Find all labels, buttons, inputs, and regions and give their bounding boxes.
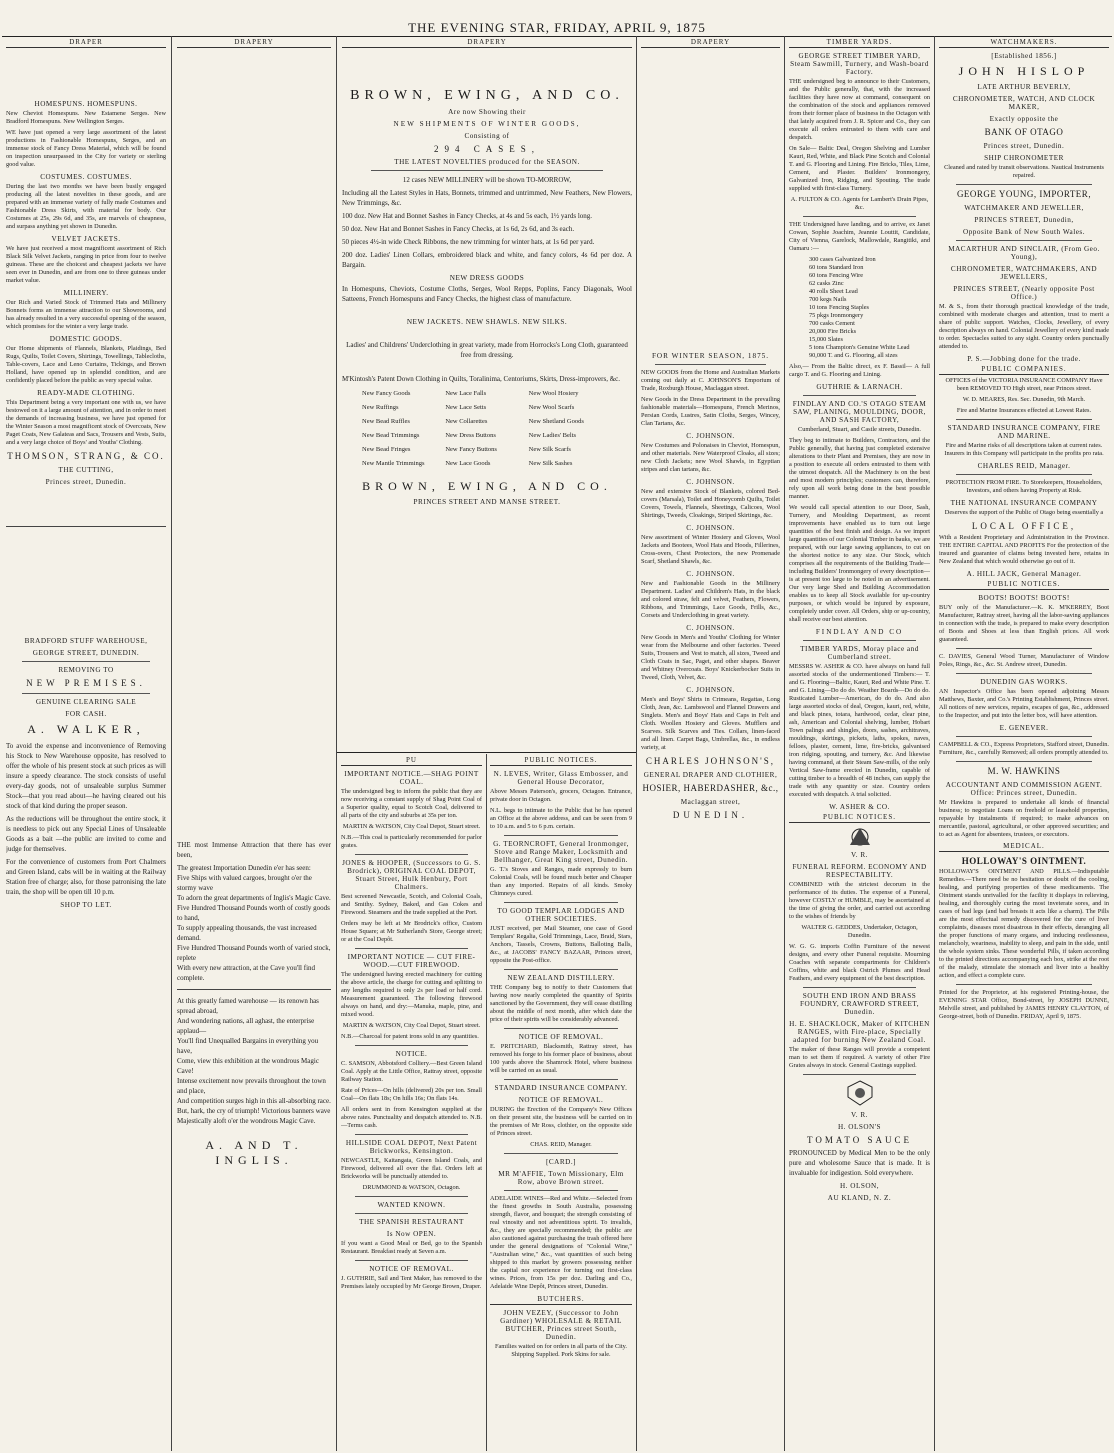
- ad-heading: ACCOUNTANT AND COMMISSION AGENT. Office: Princes street, Dunedin.: [945, 781, 1103, 797]
- ad-heading: NEW SHIPMENTS OF WINTER GOODS,: [393, 120, 581, 128]
- ad-heading: NEW JACKETS. NEW SHAWLS. NEW SILKS.: [406, 318, 568, 326]
- poem-text: The greatest Importation Dunedin e'er has seen: Five Ships with valued cargoes, brought o'er the stormy wave To adorn the great departments of Inglis's Magic Cave. Five Hundred Thousand Pounds worth of costly goods to hand, To supply appealing thousands, the vast increased demand. Five Hundred Thousand Pounds worth of varied stock, replete With every new attraction, at the Cave you'll find complete.: [177, 864, 331, 982]
- ad-text: N.B.—Charcoal for patent irons sold in any quantities.: [341, 1033, 479, 1040]
- ad-heading: NEW DRESS GOODS: [449, 274, 525, 282]
- ad-heading: CHRONOMETER, WATCHMAKERS, AND JEWELLERS,: [950, 265, 1098, 281]
- ad-text: THE Undersigned have landing, and to arrive, ex Janet Cowan, Sophie Joachim, Jeannie Louttit, Candidate, City of Vienna, Garelock, Mallowdale, Rangitiki, and Oamaru :—: [789, 221, 930, 252]
- ad-heading: NOTICE OF REMOVAL.: [369, 1265, 454, 1273]
- ad-heading: THE SPANISH RESTAURANT: [359, 1218, 464, 1226]
- ad-text: Deserves the support of the Public of Otago being essentially a: [944, 509, 1104, 516]
- column-heading: PUBLIC COMPANIES.: [939, 365, 1109, 375]
- goods-item: New Mantle Trimmings: [362, 460, 425, 467]
- ad-line: Exactly opposite the: [989, 115, 1059, 123]
- ad-text: 12 cases NEW MILLINERY will be shown TO-MORROW,: [402, 176, 572, 184]
- ad-text: THE undersigned beg to announce to their Customers, and the Public generally, that, with the increased facilities they have now at command, consequent on the combination of the stock and appliances removed from their former place of business in the Octagon with that lately acquired from J. R. Spicer and Co., they can execute all orders entrusted to them with care and despatch.: [789, 78, 930, 141]
- ad-text: Orders may be left at Mr Brodrick's office, Custom House Square; at Mr Sutherland's Store, George street; or at the Coal Depôt.: [341, 920, 482, 943]
- ad-text: Ladies' and Childrens' Underclothing in great variety, made from Horrocks's Long Cloth, guaranteed free from dressing.: [346, 341, 628, 359]
- royal-crest-icon: [845, 825, 875, 847]
- ad-text: In Homespuns, Cheviots, Costume Cloths, Serges, Wool Repps, Poplins, Fancy Diagonals, Wool Satteens, French Homespuns and Fancy Checks, the highest class of manufacture.: [342, 285, 632, 303]
- ad-heading: CHRONOMETER, WATCH, AND CLOCK MAKER,: [952, 95, 1096, 111]
- section-rule: [337, 752, 636, 753]
- column-divider: [171, 36, 172, 1451]
- ad-text: The undersigned beg to inform the public that they are now receiving a constant supply of Shag Point Coal of a Superior quality, equal to Scotch Coal, delivered to all parts of the city and suburbs at 35s per ton.: [341, 788, 482, 819]
- ad-heading: STANDARD INSURANCE COMPANY.: [494, 1084, 628, 1092]
- ad-heading: NOTICE OF REMOVAL.: [518, 1096, 604, 1104]
- ad-heading: SOUTH END IRON AND BRASS FOUNDRY, CRAWFORD STREET, Dunedin.: [799, 992, 920, 1016]
- ad-heading: G. TEORNCROFT, General Ironmonger, Stove and Range Maker, Locksmith and Bellhanger, Great King street, Dunedin.: [493, 840, 629, 864]
- ad-heading: BRADFORD STUFF WAREHOUSE,: [24, 637, 148, 645]
- advertiser-name: GEORGE YOUNG, IMPORTER,: [956, 189, 1092, 199]
- ad-line: PRINCES STREET, Dunedin,: [974, 216, 1074, 224]
- ad-heading: H. E. SHACKLOCK, Maker of KITCHEN RANGES, with Fire-place, Specially adapted for burning New Zealand Coal.: [789, 1020, 930, 1044]
- ad-heading: GENUINE CLEARING SALE: [35, 698, 137, 706]
- advertiser-name: MACARTHUR AND SINCLAIR, (From Geo. Young),: [948, 245, 1100, 261]
- ad-text: New and Fashionable Goods in the Millinery Department. Ladies' and Children's Hats, in the black and colored straw, felt and velvet, Feathers, Flowers, Ribbons, and Trimmings, Lace Goods, Frills, &c., Corsets and Underclothing in great variety.: [641, 580, 780, 619]
- ad-text: ADELAIDE WINES—Red and White.—Selected from the finest growths in South Australia, possessing strength, flavor, and bouquet; the strength consisting of real vinosity and not adventitious spirit. To invalids, &c., they are specially recommended; the public are also cautioned against purchasing the trash offered here under the general designations of "Colonial Wine," "Australian wine," &c., vast quantities of such being shipped to this market by growers possessing neither the capital nor experience for turning out first-class wines. Prices, from 15s per doz. Darling and Co., Adelaide Wine Depôt, Princes street, Dunedin.: [490, 1195, 632, 1290]
- ad-line: LATE ARTHUR BEVERLY,: [977, 83, 1071, 91]
- ad-text: New Costumes and Polonaises in Cheviot, Homespun, and other materials. New Waterproof Cloaks, all sizes; new Cloth Jackets; new Wool Shawls, in Egyptian stripes and clan tartans, &c.: [641, 442, 780, 473]
- ad-heading: TIMBER YARDS, Moray place and Cumberland street.: [800, 645, 919, 661]
- goods-column: [362, 387, 445, 471]
- ad-text: Including all the Latest Styles in Hats, Bonnets, trimmed and untrimmed, New Feathers, New Flowers, New Trimmings, &c.: [342, 189, 632, 207]
- ad-heading: WATCHMAKER AND JEWELLER,: [964, 204, 1084, 212]
- ad-text: J. GUTHRIE, Sail and Tent Maker, has removed to the Premises lately occupied by Mr George Brown, Draper.: [341, 1275, 482, 1290]
- ad-text: Our Rich and Varied Stock of Trimmed Hats and Millinery Bonnets forms an immense attraction to our Showrooms, and has already resulted in a very successful opening of the season, which promises for the winter a very large trade.: [6, 299, 166, 330]
- advertiser-name: BROWN, EWING, AND CO.: [362, 479, 612, 493]
- ad-text: PRONOUNCED by Medical Men to be the only pure and wholesome Sauce that is made. It is invaluable for indigestion. Sold everywhere.: [789, 1149, 930, 1177]
- imprint-text: Printed for the Proprietor, at his registered Printing-house, the EVENING STAR Office, Bond-street, by JOSEPH DUNNE, Melville street, and published by JAMES HENRY CLAYTON, of George-street, both of Dunedin. FRIDAY, April 9, 1875.: [939, 989, 1109, 1020]
- advertiser-signature: C. JOHNSON.: [686, 524, 735, 532]
- ad-heading: [CARD.]: [545, 1158, 577, 1166]
- goods-item: New Bead Ruffles: [362, 418, 410, 425]
- ad-text: Rate of Prices—On hills (delivered) 20s per ton. Small Coal—On flats 18s; On hills 16s; On flats 14s.: [341, 1087, 482, 1102]
- ad-heading: IMPORTANT NOTICE.—SHAG POINT COAL.: [344, 770, 479, 786]
- ad-heading: GEORGE STREET TIMBER YARD, Steam Sawmill, Turnery, and Wash-board Factory.: [790, 52, 929, 76]
- ad-heading: 294 CASES,: [433, 144, 540, 154]
- column-heading: DRAPERY: [641, 38, 780, 48]
- advertiser-signature: FINDLAY AND CO: [815, 628, 904, 636]
- advertiser-signature: W. ASHER & CO.: [829, 803, 890, 811]
- ad-text: W. D. MEARES, Res. Sec. Dunedin, 9th March.: [962, 396, 1086, 403]
- ad-heading: TO GOOD TEMPLAR LODGES AND OTHER SOCIETIES.: [497, 907, 625, 923]
- masthead: THE EVENING STAR, FRIDAY, APRIL 9, 1875: [408, 20, 706, 35]
- ad-heading: VELVET JACKETS.: [51, 235, 121, 243]
- ad-text: W. G. G. imports Coffin Furniture of the newest designs, and every other Funeral requisite. Mourning Coaches with separate compartments for Children's Coffins, white and black Ostrich Plumes and Head Feathers, and every equipment of the best description.: [789, 943, 930, 982]
- ad-text: THE Company beg to notify to their Customers that having now nearly completed the quantity of Spirits sanctioned by the Government, they will cease distilling about the middle of next month, after which date the price of their spirits will be considerably advanced.: [490, 984, 632, 1023]
- goods-item: New Bead Trimmings: [362, 432, 420, 439]
- ad-text: 200 doz. Ladies' Linen Collars, embroidered black and white, and fancy colors, 4s 6d per doz. A Bargain.: [342, 251, 632, 269]
- goods-item: New Shetland Goods: [528, 418, 584, 425]
- column-heading: BUTCHERS.: [490, 1295, 632, 1305]
- advertiser-signature: CHARLES REID, Manager.: [977, 462, 1071, 470]
- ad-text: OFFICES of the VICTORIA INSURANCE COMPANY Have been REMOVED TO High street, near Princes street.: [945, 377, 1103, 392]
- column-heading: TIMBER YARDS.: [789, 38, 930, 48]
- ad-text: N.L. begs to intimate to the Public that he has opened an Office at the above address, and can be seen from 9 to 10 a.m. and 5 to 6 p.m. certain.: [490, 807, 632, 830]
- ad-text: Fire and Marine Insurances effected at Lowest Rates.: [956, 407, 1092, 414]
- ad-heading: V. R.: [851, 851, 868, 859]
- poem-text: At this greatly famed warehouse — its renown has spread abroad, And wondering nations, all aghast, the enterprise applaud— You'll find Unequalled Bargains in everything you have, Come, view this exhibition at the wondrous Magic Cave! Intense excitement now prevails throughout the town and place, And competition surges high in this all-absorbing race. But, hark, the cry of triumph! Victorious banners wave Majestically aloft o'er the wondrous Magic Cave.: [177, 997, 331, 1125]
- goods-item: New Lace Goods: [445, 460, 491, 467]
- column-watchmakers: [939, 38, 1109, 1450]
- ad-heading: MILLINERY.: [63, 289, 109, 297]
- ad-text: The undersigned having erected machinery for cutting the above article, the charge for cutting and splitting to any lengths required is only 2s per load or half cord. Measurement guaranteed. The following firewood always on hand, and dry:—Manuka, maple, pine, and mixed wood.: [341, 971, 482, 1018]
- ad-text: CAMPBELL & CO., Express Proprietors, Stafford street, Dunedin. Furniture, &c., carefully Removed; all orders promptly attended to.: [939, 741, 1109, 756]
- brown-ewing-ad: [342, 38, 632, 748]
- goods-item: New Lace Setts: [445, 404, 487, 411]
- goods-item: New Ruffings: [362, 404, 399, 411]
- ad-heading: NOTICE.: [395, 1050, 428, 1058]
- ad-text: NEW GOODS from the Home and Australian Markets coming out daily at C. JOHNSON'S Emporium of Trade, Roxburgh House, Maclaggan street.: [641, 369, 780, 392]
- ad-text: Cleaned and rated by transit observations. Nautical Instruments repaired.: [944, 164, 1104, 179]
- ad-heading: NOTICE OF REMOVAL.: [518, 1033, 604, 1041]
- advertiser-name: JOHN HISLOP: [958, 64, 1090, 78]
- ad-text: Our Home shipments of Flannels, Blankets, Plaidings, Bed Rugs, Quilts, Toilet Covers, Shirtings, Towellings, Tablecloths, Table-covers, Lace and Leno Curtains, Tickings, and Brown Holland, have opened up in splendid condition, and are confidently placed before the public as very special value.: [6, 345, 166, 384]
- column-public-notices: [490, 756, 632, 1450]
- ad-text: If you want a Good Meal or Bed, go to the Spanish Restaurant. Breakfast ready at Seven a.m.: [341, 1240, 482, 1255]
- goods-list: [342, 387, 632, 471]
- ad-line: P. S.—Jobbing done for the trade.: [967, 355, 1081, 363]
- advertiser-address: Princes street, Dunedin.: [45, 478, 127, 486]
- ad-text: New Goods in Men's and Youths' Clothing for Winter wear from the Melbourne and other factories. Tweed Suits, Trousers and Vest to match, all sizes, Tweed and Cloth Coats in Sac, Paget, and other shapes. Beaver and Whitney Overcoats. Boys' Knickerbocker Suits in Tweed, Cloth, Velvet, &c.: [641, 634, 780, 681]
- ad-heading: HOLLOWAY'S OINTMENT.: [961, 856, 1087, 866]
- ad-heading: SHOP TO LET.: [60, 901, 112, 909]
- column-heading: WATCHMAKERS.: [939, 38, 1109, 48]
- ad-text: M'Kintosh's Patent Down Clothing in Quilts, Toralinima, Centoriums, Skirts, Dress-improvers, &c.: [342, 375, 621, 383]
- ad-text: 50 doz. New Hat and Bonnet Sashes in Fancy Checks, at 1s 6d, 2s 6d, and 3s each.: [342, 225, 575, 233]
- advertiser-name: A. AND T. INGLIS.: [205, 1138, 303, 1167]
- ad-heading: BANK OF OTAGO: [984, 127, 1064, 137]
- column-heading: PU: [341, 756, 482, 766]
- ad-text: We would call special attention to our Door, Sash, Turnery, and Moulding Department, as recent improvements have enabled us to turn out large quantities of the best finish and design. As we import large quantities of our Colonial Timber in bauks, we are prepared, with our large sawing appliances, to cut on the shortest notice to any size. Our Stock, which comprises all the requirements of the Building Trade—including Builders' Ironmongery of every description—is at present too large to be noted in an advertisement. Our very large Shed and Building Accommodation enables us to keep all Stock available for up-country purposes, or which would be injured by exposure, completely under cover. All Orders, ship or up-country, shall receive our best attention.: [789, 504, 930, 623]
- advertiser-signature: C. JOHNSON.: [686, 432, 735, 440]
- ad-text: During the last two months we have been busily engaged producing all the latest novelties in these goods, and are prepared with an immense variety of fully made Costumes and Fashionable Dress Skirts, with material for body. Our Costumes at 25s, 29s 6d, and 35s, are marvels of cheapness, and surpass anything yet shown in Dunedin.: [6, 183, 166, 230]
- ad-heading: HILLSIDE COAL DEPOT, Next Patent Brickworks, Kensington.: [345, 1139, 478, 1155]
- ad-heading: READY-MADE CLOTHING.: [37, 389, 135, 397]
- ad-text: CHAS. REID, Manager.: [530, 1141, 592, 1148]
- ad-line: HOSIER, HABERDASHER, &c.,: [642, 783, 779, 793]
- ad-line: Opposite Bank of New South Wales.: [963, 228, 1085, 236]
- ad-heading: V. R.: [851, 1111, 868, 1119]
- advertiser-signature: C. JOHNSON.: [686, 478, 735, 486]
- advertiser-signature: GUTHRIE & LARNACH.: [816, 383, 903, 391]
- ad-heading: FOR WINTER SEASON, 1875.: [651, 352, 770, 360]
- ad-heading: FINDLAY AND CO.'S OTAGO STEAM SAW, PLANING, MOULDING, DOOR, AND SASH FACTORY,: [792, 400, 927, 424]
- goods-column: [445, 387, 528, 471]
- ad-text: Above Messrs Paterson's, grocers, Octagon. Entrance, private door in Octagon.: [490, 788, 632, 803]
- goods-item: New Wool Hosiery: [528, 390, 579, 397]
- advertiser-name: CHARLES JOHNSON'S,: [645, 756, 776, 766]
- ad-heading: N. LEVES, Writer, Glass Embosser, and General House Decorator,: [493, 770, 629, 786]
- ad-heading: H. OLSON'S: [837, 1123, 882, 1131]
- goods-item: New Wool Scarfs: [528, 404, 575, 411]
- ad-heading: NEW ZEALAND DISTILLERY.: [507, 974, 615, 982]
- ad-text: With a Resident Proprietary and Administration in the Province. THE ENTIRE CAPITAL AND PROFITS For the protection of the insured and guarantee of claims being invested here, retains in New Zealand that which would otherwise go out of it.: [939, 534, 1109, 565]
- ad-text: To avoid the expense and inconvenience of Removing his Stock to New Warehouse opposite, has resolved to offer the whole of his present stock at such prices as will insure a speedy clearance. The stock consists of useful every-day goods, not of unsaleable surplus Summer Stock—that you read about—he having cleared out his stock of that kind during the proper season.: [6, 742, 166, 810]
- ad-heading: SHIP CHRONOMETER: [984, 154, 1064, 162]
- advertiser-signature: E. GENEVER.: [999, 724, 1049, 732]
- ad-line: Are now Showing their: [448, 108, 526, 116]
- advertiser-signature: A. HILL JACK, General Manager.: [966, 570, 1082, 578]
- ad-text: WE have just opened a very large assortment of the latest productions in Fashionable Homespuns, Serges, and an immense stock of Fancy Dress Material, which will be found on inspection unsurpassed in the City for variety or sterling good value.: [6, 129, 166, 168]
- ad-text: As the reductions will be throughout the entire stock, it is needless to pick out any Special Lines of Unsaleable Goods as a bait —the public are invited to come and judge for themselves.: [6, 815, 166, 853]
- column-heading: DRAPER: [6, 38, 166, 48]
- goods-item: New Silk Sashes: [528, 460, 573, 467]
- advertiser-name: M. W. HAWKINS: [987, 766, 1061, 776]
- ad-text: Also,— From the Baltic direct, ex F. Bassil— A full cargo T. and G. Flooring and Lining.: [789, 363, 930, 378]
- ad-text: This Department being a very important one with us, we have bestowed on it a large amount of attention, and in order to meet the demands of increasing business, we have just opened for the Winter Season a most magnificent stock of Overcoats, New Paget Coats, New Galateas and Sacs, Trousers and Vests, Suits, and a very large choice of Boys' and Youths' Clothing.: [6, 399, 166, 446]
- ad-heading: DUNEDIN GAS WORKS.: [980, 678, 1068, 686]
- ad-text: C. SAMSON, Abbotsford Colliery.—Best Green Island Coal. Apply at the Little Office, Rattray street, opposite Railway Station.: [341, 1060, 482, 1083]
- ad-heading: IMPORTANT NOTICE — CUT FIRE-WOOD.—CUT FIREWOOD.: [347, 953, 476, 969]
- column-drapery: [177, 38, 331, 1450]
- ad-heading: MR M'AFFIE, Town Missionary, Elm Row, above Brown street.: [498, 1170, 624, 1186]
- ad-heading: STANDARD INSURANCE COMPANY, FIRE AND MARINE.: [947, 424, 1101, 440]
- goods-item: New Dress Buttons: [445, 432, 496, 439]
- ad-text: JUST received, per Mail Steamer, one case of Good Templars' Regalia, Gold Trimmings, Lace, Braid, Stars, Anchors, Tassels, Crowns, Buttons, Balloting Balls, &c., at JACOBS' FANCY BAZAAR, Princes street, opposite the Post-office.: [490, 925, 632, 964]
- advertiser-signature: H. OLSON,: [839, 1182, 880, 1190]
- column-heading: PUBLIC NOTICES.: [789, 813, 930, 823]
- ad-heading: JOHN VEZEY, (Successor to John Gardiner) WHOLESALE & RETAIL BUTCHER, Princes street South, Dunedin.: [500, 1309, 622, 1341]
- goods-item: New Collarettes: [445, 418, 488, 425]
- ad-heading: NEW PREMISES.: [26, 678, 146, 688]
- ad-line: THE LATEST NOVELTIES produced for the SEASON.: [394, 158, 580, 166]
- advertiser-name: BROWN, EWING, AND CO.: [350, 88, 624, 103]
- ad-heading: FOR CASH.: [65, 710, 107, 718]
- ad-heading: FUNERAL REFORM. ECONOMY AND RESPECTABILITY.: [792, 863, 927, 879]
- ad-line: Is Now OPEN.: [386, 1230, 437, 1238]
- advertiser-name: A. WALKER,: [27, 722, 145, 736]
- goods-item: New Ladies' Belts: [528, 432, 577, 439]
- ad-heading: HOMESPUNS. HOMESPUNS.: [34, 100, 138, 108]
- column-draper: [6, 38, 166, 1450]
- advertiser-address: THE CUTTING,: [58, 466, 114, 474]
- advertiser-name: THOMSON, STRANG, & CO.: [7, 451, 165, 461]
- ad-text: DRUMMOND & WATSON, Octagon.: [362, 1184, 461, 1191]
- ad-text: M. & S., from their thorough practical knowledge of the trade, combined with moderate charges and attention, trust to merit a share of public support. Watches, Clocks, Jewellery, of every description always on hand. Colonial Jewellery of every kind made to order. Spectacles suited to any sight. Country orders punctually attended to.: [939, 303, 1109, 350]
- ad-line: GENERAL DRAPER AND CLOTHIER,: [643, 771, 778, 779]
- ad-text: 50 pieces 4½-in wide Check Ribbons, the new trimming for winter hats, at 1s 6d per yard.: [342, 238, 595, 246]
- column-divider: [636, 36, 637, 1451]
- ad-text: New Goods in the Dress Department in the prevailing fashionable materials—Homespuns, French Merinos, Persian Cords, Lustres, Satin Cloths, Serges, Wincey, Clan Tartans, &c.: [641, 396, 780, 427]
- advertiser-address: PRINCES STREET AND MANSE STREET.: [413, 498, 561, 506]
- ad-text: G. T.'s Stoves and Ranges, made expressly to burn Colonial Coals, will be found much better and Cheaper than any imported. Repairs of all kinds. Smoky Chimneys cured.: [490, 866, 632, 897]
- goods-item: New Fancy Goods: [362, 390, 411, 397]
- royal-coat-of-arms-icon: [840, 1079, 880, 1107]
- poem-text: THE most Immense Attraction that there has ever been,: [177, 841, 331, 859]
- ad-text: MESSRS W. ASHER & CO. have always on hand full assorted stocks of the undermentioned Timbers:— T. and G. Flooring—Baltic, Kauri, Red and White Pine. T. and G. Lining—Do do do. Weather Boards—Do do do. Rusticated Lumber—American, do do do. And also large assorted stocks of deal, Oregon, kauri, red, white, and black pines, totara, hardwood, cedar, clear pine, ash, American and Colonial shelving, lumber, Hobart Town palings and shingles, doors, sashes, architraves, mouldings, skirtings, pickets, laths, spokes, naves, felloes, plaster, cement, lime, fire-bricks, galvanised iron ridging, spouting, and turnery, &c. And likewise having command, at their Steam Saw-mills, of the only Vertical Saw-frame erected in Dunedin, capable of cutting timber to a breadth of 48 inches, can supply the trade with any quantity or size. Country orders executed with despatch. A trial solicited.: [789, 663, 930, 798]
- masthead-rule: [2, 36, 1112, 37]
- column-heading: PUBLIC NOTICES.: [939, 580, 1109, 590]
- ad-line: Princes street, Dunedin.: [983, 142, 1065, 150]
- ad-heading: REMOVING TO: [58, 666, 114, 674]
- ad-heading: BOOTS! BOOTS! BOOTS!: [978, 594, 1070, 602]
- ad-text: C. DAVIES, General Wood Turner, Manufacturer of Window Poles, Rings, &c., &c. St. Andrew street, Dunedin.: [939, 653, 1109, 668]
- column-divider: [486, 754, 487, 1451]
- column-heading: DRAPERY: [177, 38, 331, 48]
- ad-line: Consisting of: [464, 132, 510, 140]
- column-timber-yards: [789, 38, 930, 1450]
- goods-item: New Bead Fringes: [362, 446, 411, 453]
- column-divider: [934, 36, 935, 1451]
- ad-text: HOLLOWAY'S OINTMENT AND PILLS.—Indisputable Remedies.—There need be no hesitation or doubt of the cooling, healing, and purifying properties of these medicaments. The Ointment stands unrivalled for the facility it displays in relieving, healing, and thoroughly curing the most inveterate sores, and in cases of bad legs (and bad breasts it acts like a charm). The Pills are the most effectual remedy discovered for the cure of liver complaints, diseases most disastrous in their effects, deranging all the proper functions of many organs, and inducing restlessness, melancholy, weariness, inability to sleep, and pain in the side, until the whole system sinks. These wonderful Pills, if taken according to the printed directions accompanying each box, strike at the root of the malady, stimulate the stomach and liver into a healthy action, and effect a complete cure.: [939, 868, 1109, 979]
- ad-text: AN Inspector's Office has been opened adjoining Messrs Matthews, Baxter, and Co.'s Printing Establishment, Princes street. All notices of new services, repairs, escapes of gas, &c., addressed to the Inspector, and put into the letter box, will have attention.: [939, 688, 1109, 719]
- ad-text: We have just received a most magnificent assortment of Rich Black Silk Velvet Jackets, ranging in price from four to twelve guineas. These are the choicest and cheapest jackets we have seen ever in Dunedin, and are from one to three guineas under market value.: [6, 245, 166, 284]
- ad-heading: WANTED KNOWN.: [377, 1201, 446, 1209]
- column-divider: [336, 36, 337, 1451]
- ad-text: WALTER G. GEDDES, Undertaker, Octagon, Dunedin.: [801, 924, 918, 939]
- ad-heading: TOMATO SAUCE: [807, 1135, 912, 1145]
- column-heading: PUBLIC NOTICES.: [490, 756, 632, 766]
- ad-text: Best screened Newcastle, Scotch, and Colonial Coals, and Smithy. Sydney, Baked, and Gas Cokes and Firewood. Steamers and the trade supplied at the Port.: [341, 893, 482, 916]
- ad-text: NEWCASTLE, Kaitangata, Green Island Coals, and Firewood, delivered all over the flat. Orders left at Brickworks will be punctually attended to.: [341, 1157, 482, 1180]
- ad-text: They beg to intimate to Builders, Contractors, and the Public generally, that having just completed extensive alterations to their Plant and Premises, they are now in a position to execute all orders entrusted to them with the utmost despatch. All the Machinery is on the best and most modern principles; customers can, therefore, rely upon all work being done in the best possible manner.: [789, 437, 930, 500]
- ad-line: Maclaggan street,: [680, 798, 741, 806]
- ad-text: DURING the Erection of the Company's New Offices on their present site, the business will be carried on in the premises of Mr Ross, clothier, on the opposite side of Princes street.: [490, 1106, 632, 1137]
- ad-text: For the convenience of customers from Port Chalmers and Green Island, cabs will be in waiting at the Railway Station free of charge; also, for those patronising the late train, the shop will be open till 10 p.m.: [6, 858, 166, 896]
- ad-heading: THE NATIONAL INSURANCE COMPANY: [950, 499, 1098, 507]
- ad-text: New and extensive Stock of Blankets, colored Bed-covers (Marsala), Toilet and Honeycomb Quilts, Toilet Covers, Towels, Flannels, Sheetings, Calicoes, Wool Shirtings, Tweeds, Cloakings, Striped Skirtings, &c.: [641, 488, 780, 519]
- ad-line: PRINCES STREET, (Nearly opposite Post Office.): [953, 285, 1095, 301]
- ad-text: 300 cases Galvanized Iron 60 tons Standard Iron 60 tons Fencing Wire 62 casks Zinc 40 rolls Sheet Lead 700 kegs Nails 10 tons Fencing Staples 75 pkgs Ironmongery 700 casks Cement 20,000 Fire Bricks 15,000 Slates 5 tons Champion's Genuine White Lead 90,000 T. and G. Flooring, all sizes: [809, 256, 910, 359]
- ad-text: The maker of these Ranges will provide a competent man to set them if required. A variety of other Fire Grates always in stock. General Castings supplied.: [789, 1046, 930, 1069]
- ad-heading: DOMESTIC GOODS.: [49, 335, 123, 343]
- advertiser-signature: C. JOHNSON.: [686, 570, 735, 578]
- column-divider: [784, 36, 785, 1451]
- column-heading: MEDICAL.: [939, 842, 1109, 852]
- column-drapery-johnson: [641, 38, 780, 1450]
- ad-text: MARTIN & WATSON, City Coal Depot, Stuart street.: [342, 1022, 481, 1029]
- ad-heading: COSTUMES. COSTUMES.: [40, 173, 132, 181]
- ad-text: E. PRITCHARD, Blacksmith, Rattray street, has removed his forge to his former place of business, about 100 yards above the Shamrock Hotel, where business will be carried on as usual.: [490, 1043, 632, 1074]
- ad-text: PROTECTION FROM FIRE. To Storekeepers, Householders, Investors, and others having Property at Risk.: [945, 479, 1103, 494]
- ad-text: A. FULTON & CO. Agents for Lambert's Drain Pipes, &c.: [790, 196, 929, 211]
- ad-text: N.B.—This coal is particularly recommended for parlor grates.: [341, 834, 482, 849]
- ad-text: Cumberland, Stuart, and Castle streets, Dunedin.: [798, 426, 921, 433]
- goods-item: New Lace Falls: [445, 390, 487, 397]
- ad-text: Families waited on for orders in all parts of the City. Shipping Supplied. Pork Skins for sale.: [495, 1343, 627, 1358]
- advertiser-address: AU KLAND, N. Z.: [827, 1194, 892, 1202]
- ad-line: [Established 1856.]: [991, 52, 1057, 60]
- ad-text: Fire and Marine risks of all descriptions taken at current rates. Insurers in this Company will participate in the profits pro rata.: [944, 442, 1104, 457]
- ad-text: Mr Hawkins is prepared to undertake all kinds of financial business; to negotiate Loans on freehold or leasehold properties, repayable by instalments if required; to make advances on mercantile, pastoral, agricultural, or other approved securities; and to act as Agent for absentees, trustees, or executors.: [939, 799, 1109, 838]
- goods-column: [529, 387, 612, 471]
- ad-text: BUY only of the Manufacturer.—K. K. M'KERREY, Boot Manufacturer, Rattray street, having all the labor-saving appliances in connection with the trade, is prepared to make every description of Boots and Shoes at less than English prices. All work guaranteed.: [939, 604, 1109, 643]
- ad-line: DUNEDIN.: [672, 810, 749, 820]
- goods-item: New Silk Scarfs: [528, 446, 571, 453]
- advertiser-signature: C. JOHNSON.: [686, 624, 735, 632]
- ad-text: All orders sent in from Kensington supplied at the above rates. Punctuality and despatch attended to. N.B.—Terms cash.: [341, 1106, 482, 1129]
- ad-heading: LOCAL OFFICE,: [971, 521, 1077, 531]
- ad-heading: JONES & HOOPER, (Successors to G. S. Brodrick), ORIGINAL COAL DEPOT, Stuart Street, Hulk Henbury, Port Chalmers.: [342, 859, 481, 891]
- ad-text: New assortment of Winter Hosiery and Gloves, Wool Jackets and Bootees, Wool Hats and Hoods, Fillerines, Cross-overs, Chest Protectors, the new Promenade Scarf, Shetland Shawls, &c.: [641, 534, 780, 565]
- ad-heading: GEORGE STREET, DUNEDIN.: [32, 649, 140, 657]
- advertiser-signature: C. JOHNSON.: [686, 686, 735, 694]
- ad-text: New Cheviot Homespuns. New Estamene Serges. New Bradford Homespuns. New Wellington Serges.: [6, 110, 166, 125]
- ad-text: COMBINED with the strictest decorum in the performance of its duties. The expense of a Funeral, however COSTLY or HUMBLE, may be ascertained at the time of giving the order, and carried out according to the wishes of friends by: [789, 881, 930, 920]
- column-heading: DRAPERY: [342, 38, 632, 48]
- goods-item: New Fancy Buttons: [445, 446, 497, 453]
- ad-text: 100 doz. New Hat and Bonnet Sashes in Fancy Checks, at 4s and 5s each, 1½ yards long.: [342, 212, 593, 220]
- ad-text: On Sale— Baltic Deal, Oregon Shelving and Lumber Kauri, Red, White, and Black Pine Scotch and Colonial T. and G. Flooring and Lining. Fire Bricks, Tiles, Lime, Cement, and Plaster. Builders' Ironmongery, Galvanized Iron, Ridging, and Spouting. The trade supplied with first-class Turnery.: [789, 145, 930, 192]
- ad-text: Men's and Boys' Shirts in Crimeans, Regattas, Long Cloth, Jean, &c. Lambswool and Flannel Drawers and Singlets. Men's and Boys' Hats and Caps in Felt and Cloth. Woollen Hosiery and Gloves. Mufflers and Scarves. Silk Scarves and Ties. Collars, linen-faced and all linen. Carpet Bags, Umbrellas, &c., in endless variety, at: [641, 696, 780, 751]
- column-pu: [341, 756, 482, 1450]
- ad-text: MARTIN & WATSON, City Coal Depot, Stuart street.: [342, 823, 481, 830]
